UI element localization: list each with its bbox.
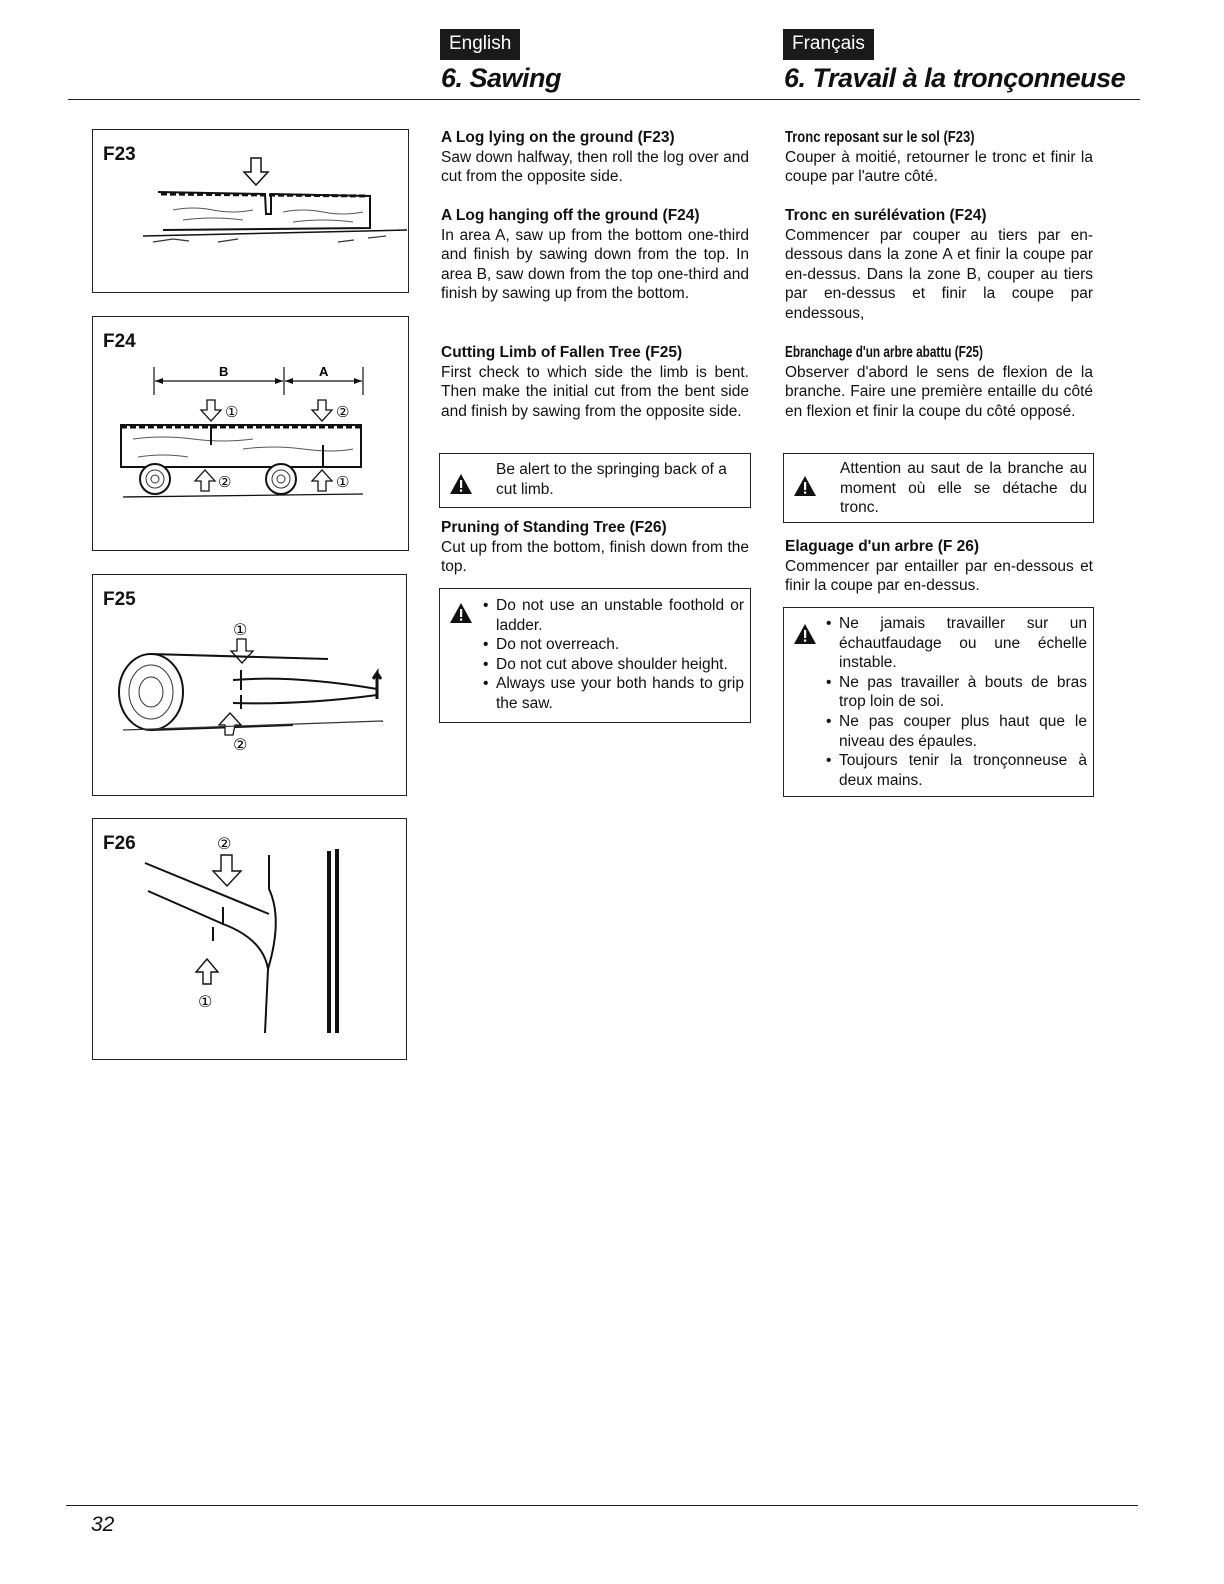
figure-f23 xyxy=(92,129,409,293)
warning-triangle-icon xyxy=(450,603,472,623)
warning-box-safety-list-fr xyxy=(783,607,1094,797)
cut-2-marker: ② xyxy=(336,403,350,421)
heading-log-off-ground: A Log hanging off the ground (F24) xyxy=(441,207,700,224)
warning-list xyxy=(483,596,744,714)
text-log-on-ground-fr: Couper à moitié, retourner le tronc et finir la coupe par l'autre côté. xyxy=(785,148,1093,186)
warning-item: • Do not cut above shoulder height. xyxy=(483,655,744,675)
warning-item: • Always use your both hands to grip the saw. xyxy=(483,674,744,713)
cut-1-marker: ① xyxy=(233,620,248,639)
down-arrow-icon xyxy=(312,400,332,421)
up-arrow-icon xyxy=(196,959,218,984)
figure-f25 xyxy=(92,574,407,796)
language-tag-english: English xyxy=(440,29,520,60)
page-number: 32 xyxy=(91,1513,115,1536)
down-arrow-icon xyxy=(213,855,241,886)
heading-fallen-tree-limb: Cutting Limb of Fallen Tree (F25) xyxy=(441,344,683,361)
english-column xyxy=(441,343,749,421)
section-title-french: 6. Travail à la tronçonneuse xyxy=(784,63,1126,93)
warning-item: • Ne pas travailler à bouts de bras trop loin de soi. xyxy=(826,673,1087,712)
cut-1-marker: ① xyxy=(225,403,239,421)
text-standing-tree-fr: Commencer par entailler par en-dessous et finir la coupe par en-dessus. xyxy=(785,557,1093,595)
language-tag-french: Français xyxy=(783,29,874,60)
figure-f24 xyxy=(92,316,409,551)
down-arrow-icon xyxy=(244,158,268,185)
up-arrow-icon xyxy=(195,470,215,491)
header-rule xyxy=(68,99,1140,100)
cut-1-marker: ① xyxy=(198,992,213,1011)
cut-2-marker-bottom: ② xyxy=(218,473,232,491)
heading-standing-tree-fr: Elaguage d'un arbre (F 26) xyxy=(785,538,980,555)
warning-text: Be alert to the springing back of a cut limb. xyxy=(496,461,727,498)
warning-text: Attention au saut de la branche au moment où elle se détache du tronc. xyxy=(840,460,1087,517)
warning-box-springing-limb-fr xyxy=(783,453,1094,523)
up-arrow-icon xyxy=(312,470,332,491)
text-standing-tree: Cut up from the bottom, finish down from the top. xyxy=(441,538,749,576)
up-arrow-icon xyxy=(219,713,241,735)
french-column xyxy=(785,206,1093,324)
heading-log-on-ground: A Log lying on the ground (F23) xyxy=(441,129,675,146)
figure-label: F25 xyxy=(103,589,136,610)
warning-item: • Do not overreach. xyxy=(483,635,744,655)
english-column xyxy=(441,518,749,577)
down-arrow-icon xyxy=(201,400,221,421)
log-on-ground-illustration xyxy=(93,130,410,294)
section-title-english: 6. Sawing xyxy=(441,63,562,93)
english-column xyxy=(441,128,749,187)
warning-item: • Toujours tenir la tronçonneuse à deux mains. xyxy=(826,751,1087,790)
log-off-ground-illustration xyxy=(93,317,410,552)
fallen-tree-limb-illustration xyxy=(93,575,408,797)
down-arrow-icon xyxy=(231,639,253,663)
heading-fallen-tree-limb-fr: Ebranchage d'un arbre abattu (F25) xyxy=(785,344,983,361)
warning-triangle-icon xyxy=(794,624,816,644)
french-column xyxy=(785,128,1093,187)
french-column xyxy=(785,537,1093,596)
warning-item: • Ne pas couper plus haut que le niveau des épaules. xyxy=(826,712,1087,751)
warning-item: • Do not use an unstable foothold or ladder. xyxy=(483,596,744,635)
footer-rule xyxy=(66,1505,1138,1506)
text-fallen-tree-limb: First check to which side the limb is bent. Then make the initial cut from the bent side and finish by sawing from the opposite side. xyxy=(441,363,749,420)
warning-triangle-icon xyxy=(450,474,472,494)
text-log-off-ground-fr: Commencer par couper au tiers par en-dessous dans la zone A et finir la coupe par en-dessus. Dans la zone B, couper au tiers par en-dessus et finir la coupe par endessous, xyxy=(785,226,1093,322)
zone-b-label: B xyxy=(219,364,229,379)
warning-box-springing-limb xyxy=(439,453,751,508)
text-fallen-tree-limb-fr: Observer d'abord le sens de flexion de la branche. Faire une première entaille du côté en flexion et finir la coupe du côté opposé. xyxy=(785,363,1093,420)
heading-log-on-ground-fr: Tronc reposant sur le sol (F23) xyxy=(785,129,975,146)
figure-label: F26 xyxy=(103,833,136,854)
warning-item: • Ne jamais travailler sur un échautfaudage ou une échelle instable. xyxy=(826,614,1087,673)
heading-standing-tree: Pruning of Standing Tree (F26) xyxy=(441,519,667,536)
french-column xyxy=(785,343,1093,421)
text-log-on-ground: Saw down halfway, then roll the log over and cut from the opposite side. xyxy=(441,148,749,186)
text-log-off-ground: In area A, saw up from the bottom one-third and finish by sawing down from the top. In area B, saw down from the top one-third and finish by sawing up from the bottom. xyxy=(441,226,749,303)
cut-2-marker: ② xyxy=(233,735,248,754)
figure-label: F24 xyxy=(103,331,136,352)
warning-triangle-icon xyxy=(794,476,816,496)
warning-box-safety-list xyxy=(439,588,751,723)
english-column xyxy=(441,206,749,304)
zone-a-label: A xyxy=(319,364,329,379)
standing-tree-pruning-illustration xyxy=(93,819,408,1061)
cut-2-marker: ② xyxy=(217,834,232,853)
cut-1-marker-bottom: ① xyxy=(336,473,350,491)
figure-label: F23 xyxy=(103,144,136,165)
figure-f26 xyxy=(92,818,407,1060)
heading-log-off-ground-fr: Tronc en surélévation (F24) xyxy=(785,207,987,224)
warning-list xyxy=(826,614,1087,790)
